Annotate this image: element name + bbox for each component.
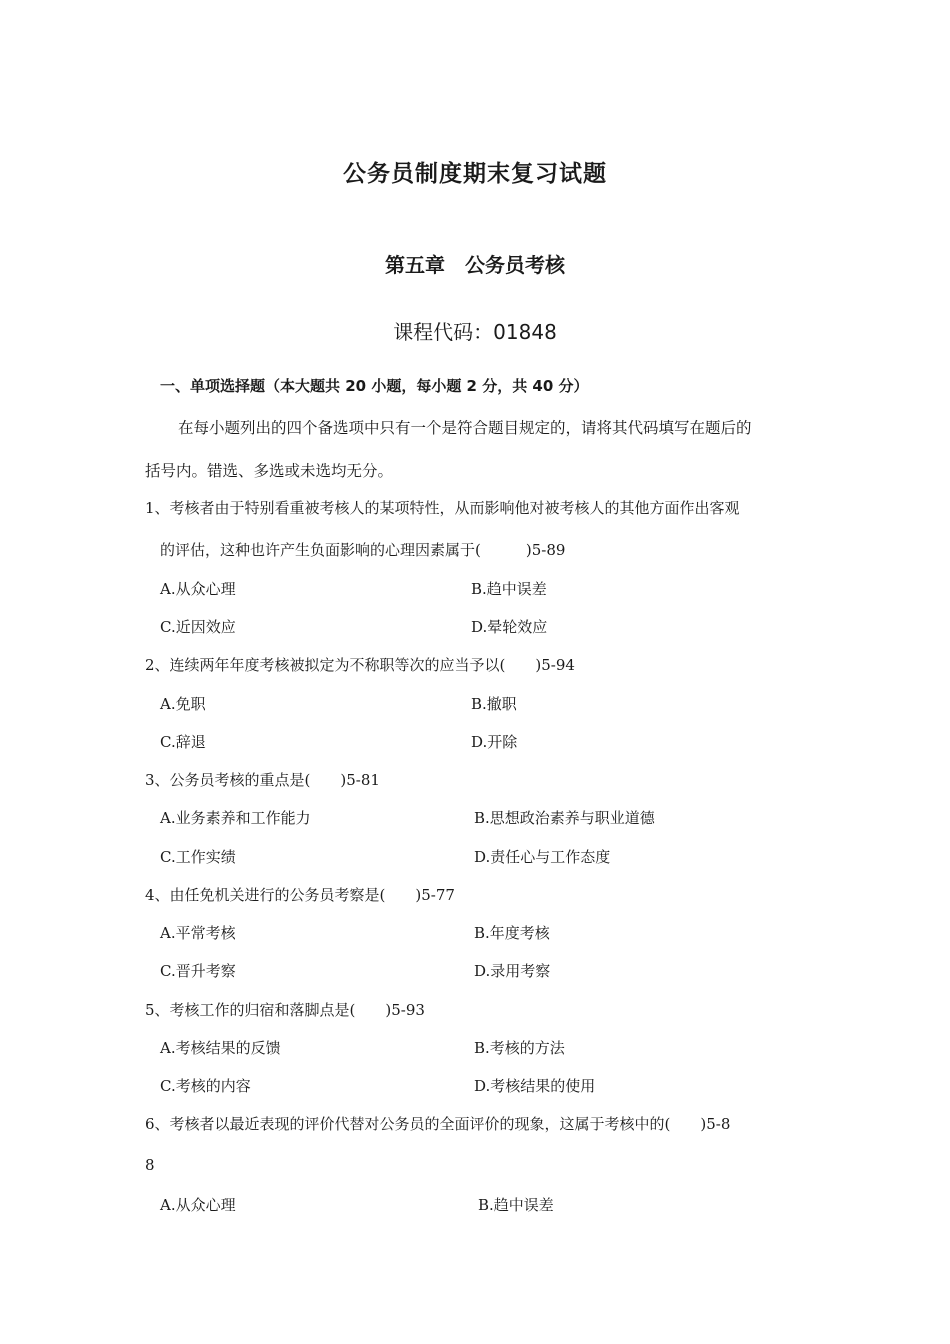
instruction-line: 括号内。错选、多选或未选均无分。 (145, 462, 394, 480)
option-b: B.年度考核 (474, 924, 550, 942)
option-b: B.考核的方法 (474, 1039, 565, 1057)
question-stem: 8 (145, 1156, 155, 1174)
question-stem: 3、公务员考核的重点是( )5-81 (145, 771, 380, 789)
chapter-heading: 第五章 公务员考核 (385, 253, 565, 277)
option-a: A.免职 (160, 695, 206, 713)
option-b: B.撤职 (471, 695, 517, 713)
option-c: C.考核的内容 (160, 1077, 251, 1095)
option-b: B.思想政治素养与职业道德 (474, 809, 655, 827)
option-a: A.从众心理 (160, 1196, 236, 1214)
question-stem: 5、考核工作的归宿和落脚点是( )5-93 (145, 1001, 425, 1019)
question-stem: 2、连续两年年度考核被拟定为不称职等次的应当予以( )5-94 (145, 656, 575, 674)
option-a: A.从众心理 (160, 580, 236, 598)
instruction-line: 在每小题列出的四个备选项中只有一个是符合题目规定的，请将其代码填写在题后的 (178, 419, 752, 437)
question-stem: 1、考核者由于特别看重被考核人的某项特性，从而影响他对被考核人的其他方面作出客观 (145, 499, 740, 517)
section-heading: 一、单项选择题（本大题共 20 小题，每小题 2 分，共 40 分） (160, 377, 589, 395)
option-c: C.近因效应 (160, 618, 236, 636)
option-b: B.趋中误差 (471, 580, 547, 598)
question-stem: 4、由任免机关进行的公务员考察是( )5-77 (145, 886, 455, 904)
course-code: 课程代码：01848 (393, 320, 557, 344)
option-d: D.开除 (471, 733, 518, 751)
option-d: D.晕轮效应 (471, 618, 548, 636)
option-d: D.责任心与工作态度 (474, 848, 611, 866)
question-stem: 6、考核者以最近表现的评价代替对公务员的全面评价的现象，这属于考核中的( )5-8 (145, 1115, 731, 1133)
option-c: C.工作实绩 (160, 848, 236, 866)
option-a: A.考核结果的反馈 (160, 1039, 281, 1057)
option-a: A.平常考核 (160, 924, 236, 942)
question-stem: 的评估，这种也许产生负面影响的心理因素属于( )5-89 (160, 541, 566, 559)
option-d: D.录用考察 (474, 962, 551, 980)
option-c: C.晋升考察 (160, 962, 236, 980)
page-title: 公务员制度期末复习试题 (343, 161, 607, 187)
option-d: D.考核结果的使用 (474, 1077, 596, 1095)
option-b: B.趋中误差 (478, 1196, 554, 1214)
option-a: A.业务素养和工作能力 (160, 809, 311, 827)
option-c: C.辞退 (160, 733, 206, 751)
